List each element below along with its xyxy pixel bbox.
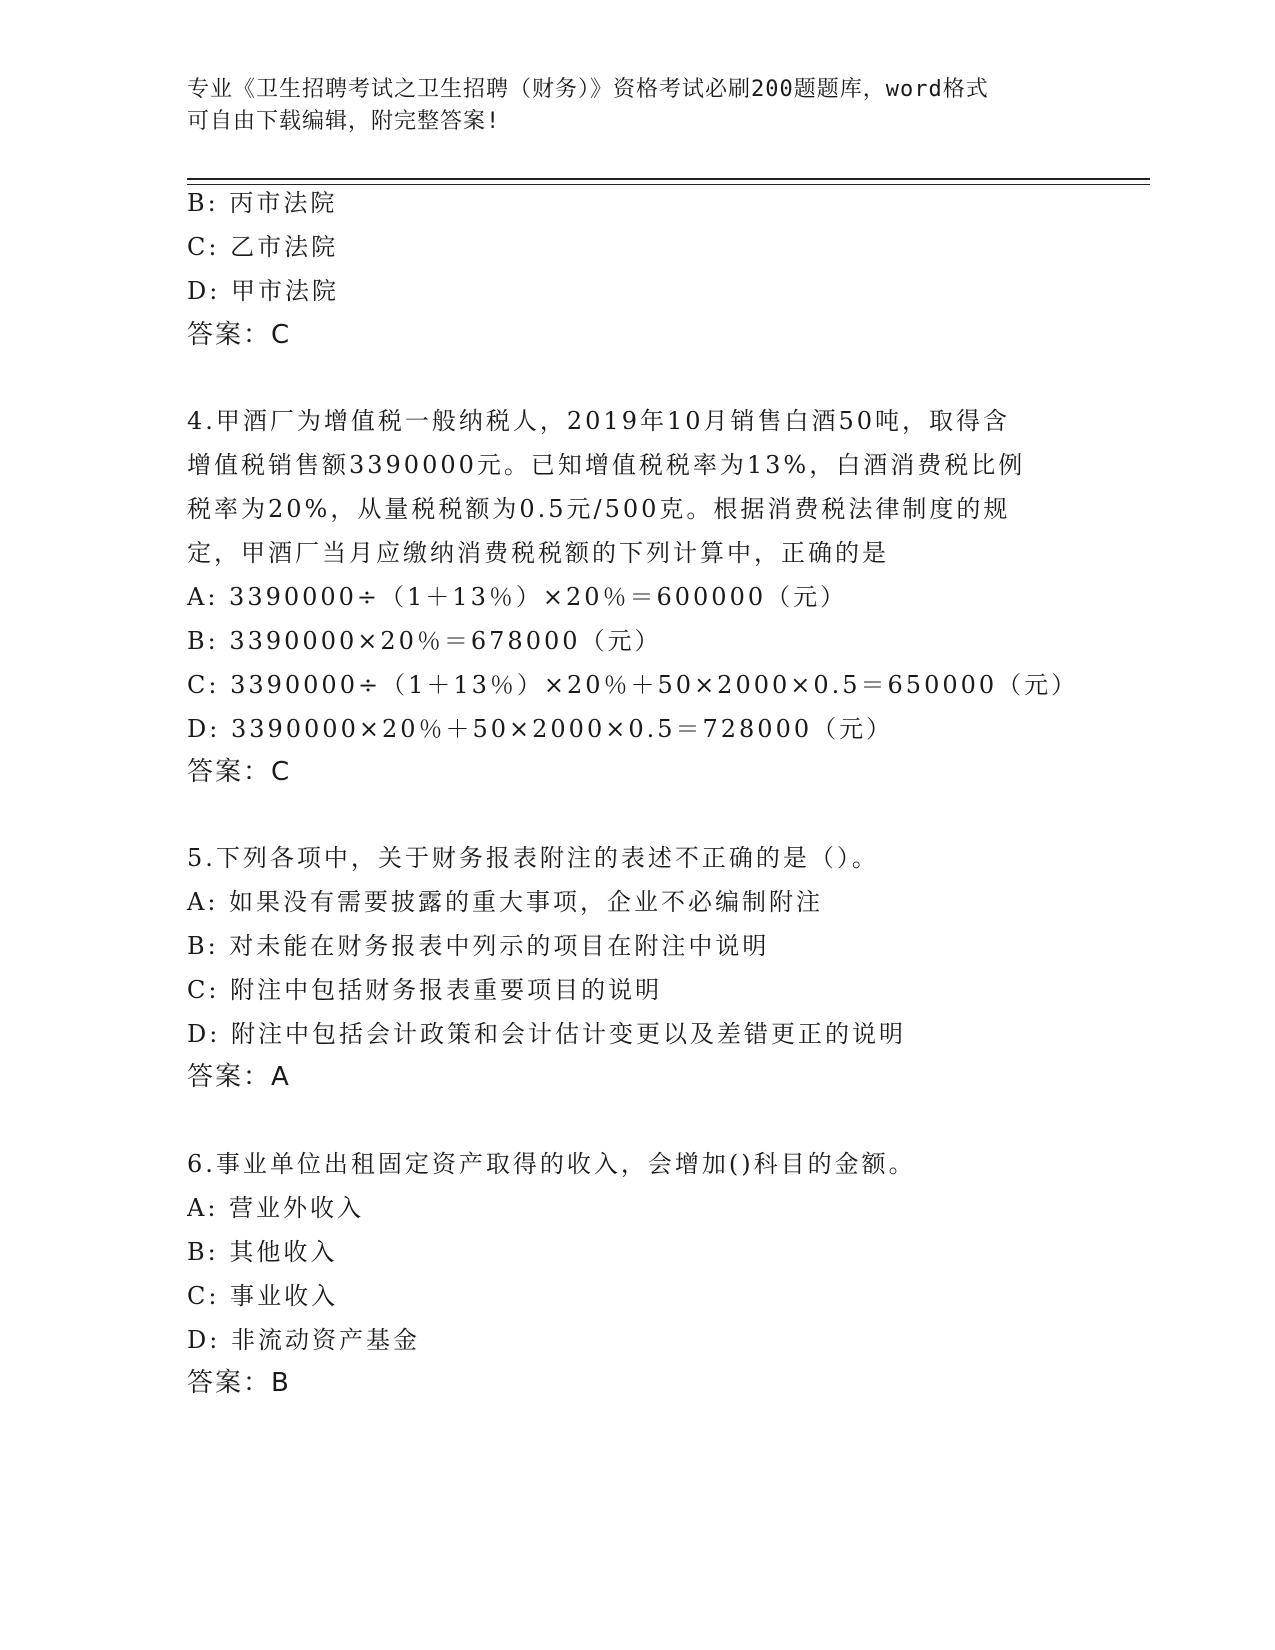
q6-option-b: B: 其他收入: [187, 1238, 338, 1266]
q3-option-c: C: 乙市法院: [187, 233, 339, 261]
page-header: [187, 74, 1087, 138]
q4-option-b: B: 3390000×20％＝678000（元）: [187, 627, 662, 655]
q4-answer: 答案：C: [187, 757, 292, 787]
q4-option-d: D: 3390000×20％＋50×2000×0.5＝728000（元）: [187, 715, 894, 743]
header-title-line-2: 可自由下载编辑，附完整答案!: [187, 109, 501, 134]
q3-answer: 答案：C: [187, 320, 292, 350]
q6-option-d: D: 非流动资产基金: [187, 1326, 420, 1354]
q3-option-b: B: 丙市法院: [187, 189, 338, 217]
q5-option-a: A: 如果没有需要披露的重大事项，企业不必编制附注: [187, 888, 824, 916]
q4-stem-line-2: 增值税销售额3390000元。已知增值税税率为13%，白酒消费税比例: [187, 451, 1026, 479]
q6-option-c: C: 事业收入: [187, 1282, 339, 1310]
q6-answer: 答案：B: [187, 1368, 291, 1398]
q4-stem-line-3: 税率为20%，从量税税额为0.5元/500克。根据消费税法律制度的规: [187, 495, 1011, 523]
header-divider-thin: [187, 184, 1150, 185]
q6-stem: 6.事业单位出租固定资产取得的收入，会增加()科目的金额。: [187, 1150, 916, 1178]
q5-answer: 答案：A: [187, 1062, 291, 1092]
q4-option-c: C: 3390000÷（1＋13％）×20％＋50×2000×0.5＝650000（元）: [187, 671, 1079, 699]
q5-option-b: B: 对未能在财务报表中列示的项目在附注中说明: [187, 932, 770, 960]
q6-option-a: A: 营业外收入: [187, 1194, 365, 1222]
q3-option-d: D: 甲市法院: [187, 277, 339, 305]
q5-option-c: C: 附注中包括财务报表重要项目的说明: [187, 976, 663, 1004]
header-divider-thick: [187, 178, 1150, 180]
q5-option-d: D: 附注中包括会计政策和会计估计变更以及差错更正的说明: [187, 1020, 906, 1048]
q4-stem-line-1: 4.甲酒厂为增值税一般纳税人，2019年10月销售白酒50吨，取得含: [187, 407, 1011, 435]
q5-stem: 5.下列各项中，关于财务报表附注的表述不正确的是（）。: [187, 844, 879, 872]
q4-stem-line-4: 定，甲酒厂当月应缴纳消费税税额的下列计算中，正确的是: [187, 539, 889, 567]
header-title-line-1: 专业《卫生招聘考试之卫生招聘（财务）》资格考试必刷200题题库，word格式: [187, 77, 989, 102]
q4-option-a: A: 3390000÷（1＋13％）×20％＝600000（元）: [187, 583, 848, 611]
